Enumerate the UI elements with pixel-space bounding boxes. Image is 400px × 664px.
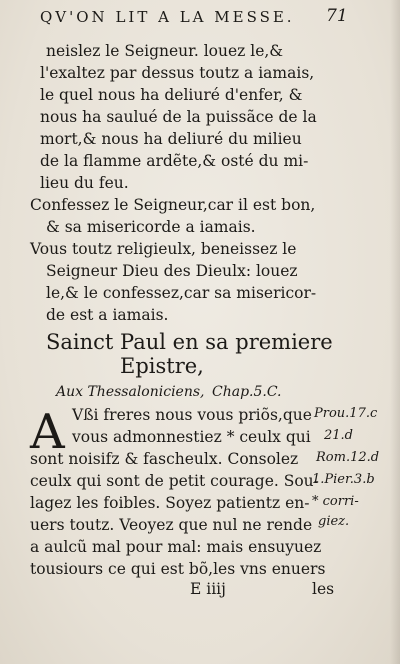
margin-note: 21.d bbox=[324, 428, 353, 443]
text-line: tousiours ce qui est bõ,les vns enuers bbox=[30, 560, 326, 578]
text-line: le,& le confessez,car sa misericor- bbox=[46, 284, 317, 302]
page-number: 71 bbox=[326, 6, 348, 26]
section-title: Sainct Paul en sa premiere bbox=[46, 330, 333, 354]
text-line: Vous toutz religieulx, beneissez le bbox=[30, 240, 297, 258]
drop-cap: A bbox=[30, 404, 65, 460]
text-line: lagez les foibles. Soyez patientz en- bbox=[30, 494, 310, 512]
margin-note: Rom.12.d bbox=[316, 450, 380, 465]
text-line: sont noisifz & fascheulx. Consolez bbox=[30, 450, 299, 468]
text-line: de est a iamais. bbox=[46, 306, 169, 324]
section-subtitle: Aux Thessaloniciens, bbox=[56, 384, 205, 400]
text-line: mort,& nous ha deliuré du milieu bbox=[40, 130, 302, 148]
text-line: Seigneur Dieu des Dieulx: louez bbox=[46, 262, 298, 280]
section-title-cont: Epistre, bbox=[120, 354, 204, 378]
text-line: Vßi freres nous vous priõs,que bbox=[72, 406, 312, 424]
text-line: nous ha saulué de la puissãce de la bbox=[40, 108, 317, 126]
text-line: neislez le Seigneur. louez le,& bbox=[46, 42, 284, 60]
text-line: lieu du feu. bbox=[40, 174, 129, 192]
text-line: & sa misericorde a iamais. bbox=[46, 218, 256, 236]
text-line: vous admonnestiez * ceulx qui bbox=[72, 428, 311, 446]
margin-note: 1.Pier.3.b bbox=[312, 472, 375, 487]
margin-note: Prou.17.c bbox=[314, 406, 378, 421]
catchword: les bbox=[312, 580, 335, 598]
running-title: QV'ON LIT A LA MESSE. bbox=[40, 8, 295, 26]
chapter-reference: Chap.5.C. bbox=[212, 384, 282, 400]
text-line: Confessez le Seigneur,car il est bon, bbox=[30, 196, 316, 214]
text-line: de la flamme ardẽte,& osté du mi- bbox=[40, 152, 309, 170]
margin-note: * corri- bbox=[312, 494, 359, 509]
text-line: l'exaltez par dessus toutz a iamais, bbox=[40, 64, 315, 82]
margin-note: giez. bbox=[318, 514, 350, 529]
page-edge-shadow bbox=[390, 0, 400, 664]
text-line: ceulx qui sont de petit courage. Sou- bbox=[30, 472, 319, 490]
text-line: a aulcũ mal pour mal: mais ensuyuez bbox=[30, 538, 322, 556]
text-line: uers toutz. Veoyez que nul ne rende bbox=[30, 516, 313, 534]
signature-mark: E iiij bbox=[190, 580, 226, 598]
text-line: le quel nous ha deliuré d'enfer, & bbox=[40, 86, 303, 104]
